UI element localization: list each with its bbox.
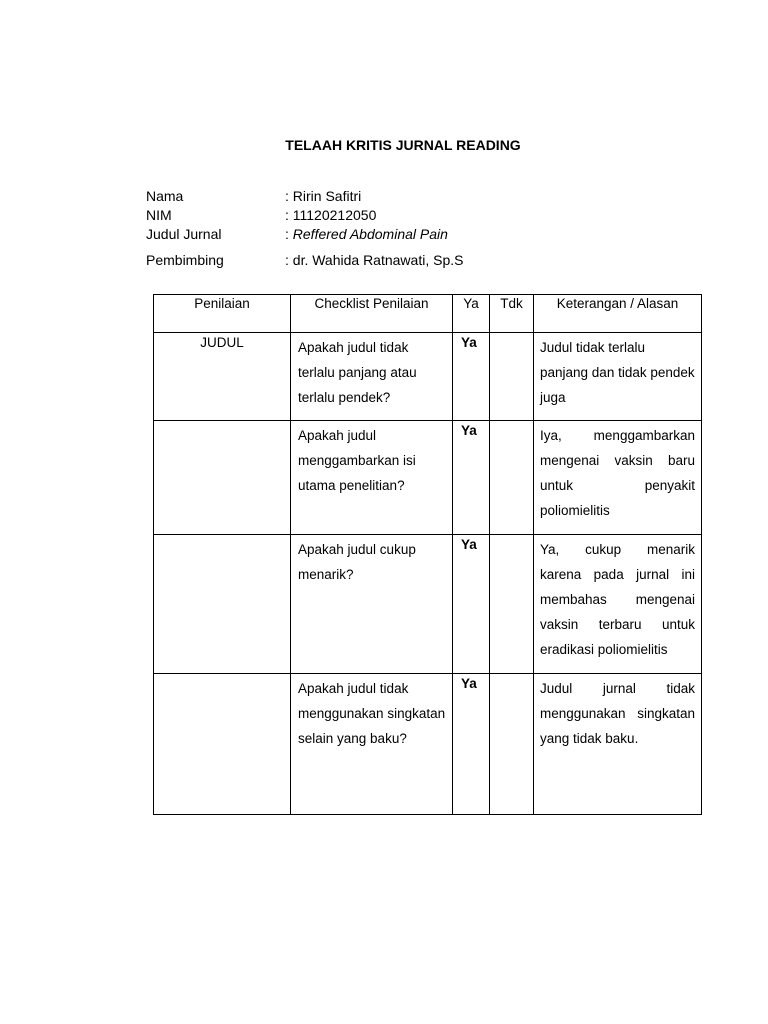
header-ya: Ya [453,295,490,333]
penilaian-cell [154,421,291,535]
info-value-pembimbing: : dr. Wahida Ratnawati, Sp.S [285,252,464,268]
info-label-nama: Nama [146,188,184,204]
info-value-judul-jurnal [285,226,448,242]
keterangan-cell: Judul tidak terlalu panjang dan tidak pendek juga [534,333,702,421]
table-row [154,674,702,815]
table-row [154,535,702,674]
checklist-cell: Apakah judul tidak menggunakan singkatan selain yang baku? [291,674,453,815]
info-value-nim: : 11120212050 [285,207,377,223]
keterangan-cell: Iya, menggambarkan mengenai vaksin baru untuk penyakit poliomielitis [534,421,702,535]
penilaian-cell [154,674,291,815]
header-checklist: Checklist Penilaian [291,295,453,333]
ya-cell: Ya [453,421,490,535]
keterangan-cell: Judul jurnal tidak menggunakan singkatan yang tidak baku. [534,674,702,815]
keterangan-cell: Ya, cukup menarik karena pada jurnal ini membahas mengenai vaksin terbaru untuk eradikasi poliomielitis [534,535,702,674]
checklist-cell: Apakah judul cukup menarik? [291,535,453,674]
penilaian-cell: JUDUL [154,333,291,421]
tdk-cell [490,535,534,674]
tdk-cell [490,333,534,421]
info-label-judul-jurnal: Judul Jurnal [146,226,222,242]
info-value-prefix: : [285,226,293,242]
info-label-pembimbing: Pembimbing [146,252,224,268]
table-header-row [154,295,702,333]
penilaian-cell [154,535,291,674]
ya-cell: Ya [453,333,490,421]
header-tdk: Tdk [490,295,534,333]
tdk-cell [490,421,534,535]
ya-cell: Ya [453,674,490,815]
table-row [154,333,702,421]
info-value-nama: : Ririn Safitri [285,188,362,204]
tdk-cell [490,674,534,815]
info-label-nim: NIM [146,207,172,223]
checklist-cell: Apakah judul menggambarkan isi utama penelitian? [291,421,453,535]
ya-cell: Ya [453,535,490,674]
assessment-table [153,294,702,815]
document-title: TELAAH KRITIS JURNAL READING [285,137,521,153]
journal-title-italic: Reffered Abdominal Pain [292,226,448,242]
header-keterangan: Keterangan / Alasan [534,295,702,333]
header-penilaian: Penilaian [154,295,291,333]
table-row [154,421,702,535]
checklist-cell: Apakah judul tidak terlalu panjang atau terlalu pendek? [291,333,453,421]
